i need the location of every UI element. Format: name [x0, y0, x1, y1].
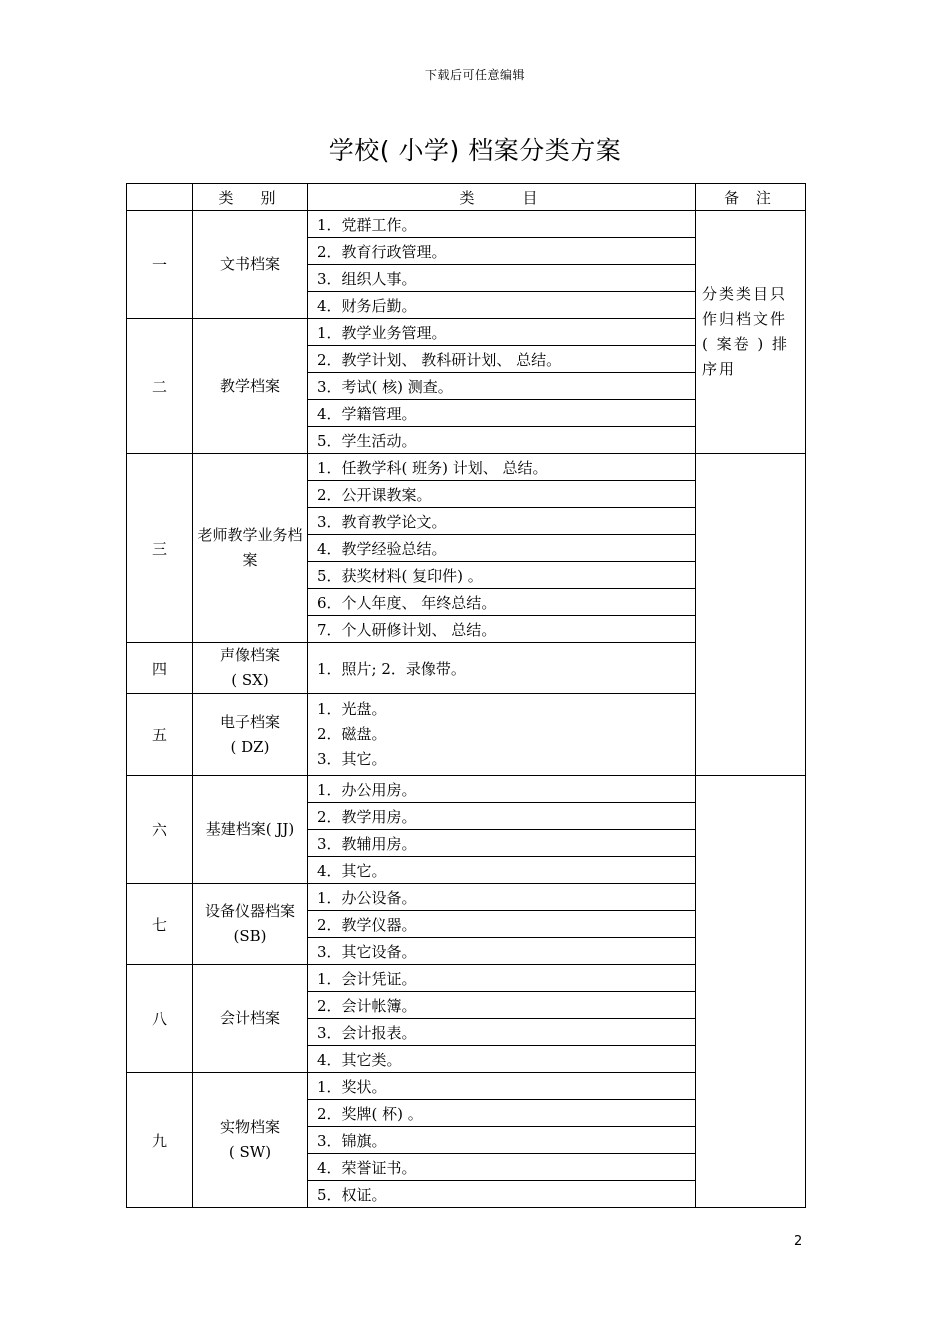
header-note: 备 注 — [696, 184, 806, 211]
row-item: 4．荣誉证书。 — [308, 1154, 696, 1181]
row-item: 2．教学用房。 — [308, 803, 696, 830]
row-item: 2．会计帐簿。 — [308, 992, 696, 1019]
category-code: ( SW) — [228, 1143, 272, 1161]
row-item: 1．照片; 2．录像带。 — [308, 643, 696, 694]
row-item: 7．个人研修计划、 总结。 — [308, 616, 696, 643]
table-row — [127, 776, 806, 803]
row-number: 四 — [127, 643, 193, 694]
row-item: 1．办公用房。 — [308, 776, 696, 803]
row-item: 4．财务后勤。 — [308, 292, 696, 319]
category-name: 声像档案 — [219, 646, 280, 664]
row-item: 1．会计凭证。 — [308, 965, 696, 992]
row-number: 七 — [127, 884, 193, 965]
row-item: 5．获奖材料( 复印件) 。 — [308, 562, 696, 589]
category-code: (SB) — [233, 927, 267, 945]
row-item: 1．党群工作。 — [308, 211, 696, 238]
row-category: 文书档案 — [193, 211, 308, 319]
row-item: 2．教育行政管理。 — [308, 238, 696, 265]
row-item: 1．光盘。 — [317, 700, 387, 718]
row-item: 2．公开课教案。 — [308, 481, 696, 508]
row-item: 3．组织人事。 — [308, 265, 696, 292]
row-item: 3．其它。 — [317, 750, 387, 768]
row-number: 一 — [127, 211, 193, 319]
row-item: 2．教学仪器。 — [308, 911, 696, 938]
row-category — [193, 694, 308, 776]
row-item: 1．教学业务管理。 — [308, 319, 696, 346]
row-item: 4．学籍管理。 — [308, 400, 696, 427]
page-number: 2 — [794, 1234, 803, 1249]
row-item: 4．教学经验总结。 — [308, 535, 696, 562]
row-item: 3．其它设备。 — [308, 938, 696, 965]
category-code: ( SX) — [231, 671, 269, 689]
row-item: 5．权证。 — [308, 1181, 696, 1208]
row-item: 3．考试( 核) 测查。 — [308, 373, 696, 400]
row-number: 六 — [127, 776, 193, 884]
row-item: 1．奖状。 — [308, 1073, 696, 1100]
row-item: 3．教辅用房。 — [308, 830, 696, 857]
category-code: ( DZ) — [230, 737, 270, 756]
row-item: 3．教育教学论文。 — [308, 508, 696, 535]
row-items — [308, 694, 696, 776]
blank-note-cell — [696, 776, 806, 1208]
archive-classification-table — [126, 183, 806, 1208]
row-category — [193, 1073, 308, 1208]
row-category: 会计档案 — [193, 965, 308, 1073]
row-number: 二 — [127, 319, 193, 454]
category-name: 电子档案 — [219, 712, 280, 731]
table-header-row — [127, 184, 806, 211]
row-number: 九 — [127, 1073, 193, 1208]
blank-note-cell — [696, 454, 806, 776]
header-number — [127, 184, 193, 211]
row-number: 八 — [127, 965, 193, 1073]
header-note: 下载后可任意编辑 — [424, 68, 525, 82]
row-item: 5．学生活动。 — [308, 427, 696, 454]
row-item: 1．办公设备。 — [308, 884, 696, 911]
row-category — [193, 884, 308, 965]
row-item: 2．教学计划、 教科研计划、 总结。 — [308, 346, 696, 373]
category-name: 设备仪器档案 — [204, 902, 295, 920]
row-item: 4．其它类。 — [308, 1046, 696, 1073]
row-item: 4．其它。 — [308, 857, 696, 884]
row-category — [193, 643, 308, 694]
row-item: 3．锦旗。 — [308, 1127, 696, 1154]
row-category: 教学档案 — [193, 319, 308, 454]
table-row — [127, 211, 806, 238]
row-item: 1．任教学科( 班务) 计划、 总结。 — [308, 454, 696, 481]
row-number: 三 — [127, 454, 193, 643]
row-item: 2．奖牌( 杯) 。 — [308, 1100, 696, 1127]
document-title: 学校( 小学) 档案分类方案 — [328, 136, 622, 165]
row-item: 2．磁盘。 — [317, 725, 387, 743]
header-category: 类 别 — [193, 184, 308, 211]
row-item: 3．会计报表。 — [308, 1019, 696, 1046]
table-row — [127, 454, 806, 481]
remark-cell: 分类类目只作归档文件 ( 案卷 ) 排序用 — [696, 211, 806, 454]
header-items: 类 目 — [308, 184, 696, 211]
row-category: 基建档案( JJ) — [193, 776, 308, 884]
row-number: 五 — [127, 694, 193, 776]
category-name: 实物档案 — [219, 1118, 280, 1136]
row-category: 老师教学业务档案 — [193, 454, 308, 643]
row-item: 6．个人年度、 年终总结。 — [308, 589, 696, 616]
